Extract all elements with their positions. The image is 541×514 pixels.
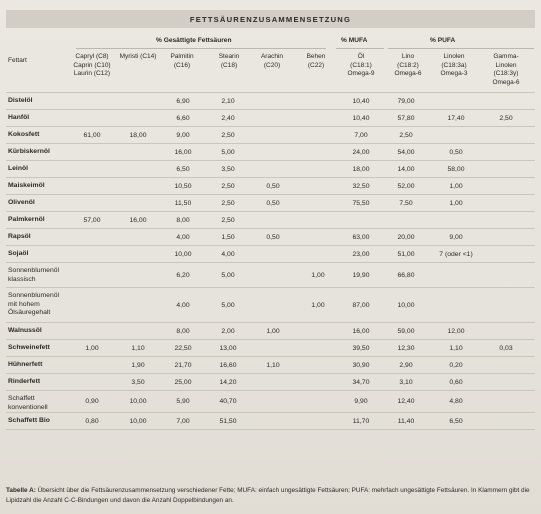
header-c16: Palmitin (C16) bbox=[170, 53, 194, 69]
cell-oel: 10,40 bbox=[352, 98, 370, 105]
cell-c16: 10,00 bbox=[174, 251, 192, 258]
cell-c20: 0,50 bbox=[266, 200, 280, 207]
cell-c18: 40,70 bbox=[219, 398, 237, 405]
cell-c16: 25,00 bbox=[174, 379, 192, 386]
cell-c18: 5,00 bbox=[221, 302, 235, 309]
cell-c16: 6,90 bbox=[176, 98, 190, 105]
row-label: Maiskeimöl bbox=[8, 182, 45, 189]
cell-lino: 10,00 bbox=[397, 302, 415, 309]
cell-lino: 79,00 bbox=[397, 98, 415, 105]
row-label: Schweinefett bbox=[8, 344, 50, 351]
cell-c14: 3,50 bbox=[131, 379, 145, 386]
cell-c20: 1,00 bbox=[266, 328, 280, 335]
cell-c18: 5,00 bbox=[221, 272, 235, 279]
row-label: Leinöl bbox=[8, 165, 29, 172]
header-linolen: Linolen (C18:3a) Omega-3 bbox=[440, 53, 468, 78]
cell-c16: 11,50 bbox=[174, 200, 192, 207]
cell-c16: 6,60 bbox=[176, 115, 190, 122]
cell-lino: 20,00 bbox=[397, 234, 415, 241]
header-c22: Behen (C22) bbox=[306, 53, 326, 69]
table-row bbox=[6, 126, 535, 144]
cell-c8-12: 1,00 bbox=[85, 345, 99, 352]
cell-lino: 3,10 bbox=[399, 379, 413, 386]
row-label: Palmkernöl bbox=[8, 216, 45, 223]
cell-linolen: 1,00 bbox=[449, 183, 463, 190]
table-row bbox=[6, 287, 535, 323]
table-row bbox=[6, 262, 535, 288]
cell-c20: 1,10 bbox=[266, 362, 280, 369]
cell-lino: 57,80 bbox=[397, 115, 415, 122]
cell-c18: 2,10 bbox=[221, 98, 235, 105]
column-header-row bbox=[6, 51, 535, 91]
cell-c16: 21,70 bbox=[174, 362, 192, 369]
row-label: Walnussöl bbox=[8, 327, 42, 334]
cell-c16: 6,20 bbox=[176, 272, 190, 279]
cell-lino: 51,00 bbox=[397, 251, 415, 258]
row-label: Rapsöl bbox=[8, 233, 31, 240]
table-row bbox=[6, 373, 535, 391]
cell-c16: 4,00 bbox=[176, 234, 190, 241]
cell-c18: 13,00 bbox=[219, 345, 237, 352]
header-c18: Stearin (C18) bbox=[218, 53, 240, 69]
cell-c18: 2,40 bbox=[221, 115, 235, 122]
table-title: FETTSÄURENZUSAMMENSETZUNG bbox=[6, 10, 535, 28]
table-row bbox=[6, 177, 535, 195]
row-label: Sonnenblumenöl mit hohem Ölsäuregehalt bbox=[8, 292, 60, 317]
cell-oel: 7,00 bbox=[354, 132, 368, 139]
table-row bbox=[6, 339, 535, 357]
cell-linolen: 17,40 bbox=[447, 115, 465, 122]
cell-c16: 22,50 bbox=[174, 345, 192, 352]
cell-c22: 1,00 bbox=[311, 302, 325, 309]
cell-linolen: 7 (oder <1) bbox=[439, 251, 473, 258]
table-bottom-rule bbox=[6, 429, 535, 430]
cell-c16: 4,00 bbox=[176, 302, 190, 309]
group-saturated: % Gesättigte Fettsäuren bbox=[156, 37, 232, 44]
cell-linolen: 1,00 bbox=[449, 200, 463, 207]
row-label: Rinderfett bbox=[8, 378, 41, 385]
cell-c16: 5,90 bbox=[176, 398, 190, 405]
cell-c14: 18,00 bbox=[129, 132, 147, 139]
column-group-row bbox=[6, 35, 535, 49]
table-row bbox=[6, 322, 535, 340]
cell-c18: 2,50 bbox=[221, 217, 235, 224]
table-row bbox=[6, 211, 535, 229]
cell-c14: 1,10 bbox=[131, 345, 145, 352]
row-label: Kokosfett bbox=[8, 131, 40, 138]
cell-c18: 51,50 bbox=[219, 418, 237, 425]
row-label: Sojaöl bbox=[8, 250, 29, 257]
cell-gamma: 0,03 bbox=[499, 345, 513, 352]
row-label: Schaffett konventionell bbox=[8, 395, 48, 411]
table-caption bbox=[6, 486, 535, 506]
table-row bbox=[6, 194, 535, 212]
cell-oel: 18,00 bbox=[352, 166, 370, 173]
cell-c14: 1,90 bbox=[131, 362, 145, 369]
row-label: Schaffett Bio bbox=[8, 417, 50, 424]
table-row bbox=[6, 228, 535, 246]
cell-linolen: 12,00 bbox=[447, 328, 465, 335]
caption-label: Tabelle A: bbox=[6, 487, 36, 494]
cell-oel: 23,00 bbox=[352, 251, 370, 258]
cell-c18: 14,20 bbox=[219, 379, 237, 386]
cell-oel: 87,00 bbox=[352, 302, 370, 309]
cell-lino: 59,00 bbox=[397, 328, 415, 335]
header-oel: Öl (C18:1) Omega-9 bbox=[347, 53, 375, 78]
cell-c16: 7,00 bbox=[176, 418, 190, 425]
cell-lino: 14,00 bbox=[397, 166, 415, 173]
table-row bbox=[6, 245, 535, 263]
cell-c18: 1,50 bbox=[221, 234, 235, 241]
cell-gamma: 2,50 bbox=[499, 115, 513, 122]
cell-c8-12: 0,80 bbox=[85, 418, 99, 425]
cell-c16: 16,00 bbox=[174, 149, 192, 156]
cell-oel: 32,50 bbox=[352, 183, 370, 190]
row-label: Hühnerfett bbox=[8, 361, 43, 368]
header-fettart: Fettart bbox=[8, 57, 27, 64]
cell-linolen: 0,60 bbox=[449, 379, 463, 386]
cell-c14: 10,00 bbox=[129, 398, 147, 405]
cell-c16: 8,00 bbox=[176, 217, 190, 224]
header-c8-c12: Capryl (C8) Caprin (C10) Laurin (C12) bbox=[73, 53, 111, 78]
cell-oel: 75,50 bbox=[352, 200, 370, 207]
table-row bbox=[6, 356, 535, 374]
caption-text: Übersicht über die Fettsäurenzusammensetzung verschiedener Fette; MUFA: einfach ungesättigte Fettsäuren; PUFA: mehrfach ungesättigte Fettsäuren. In Klammern gibt die Lipidzahl die Anzahl C-C-Bindungen und davon die Anzahl Doppelbindungen an. bbox=[6, 487, 530, 504]
table-row bbox=[6, 143, 535, 161]
cell-oel: 19,90 bbox=[352, 272, 370, 279]
cell-oel: 11,70 bbox=[352, 418, 370, 425]
cell-c18: 2,50 bbox=[221, 183, 235, 190]
cell-linolen: 4,80 bbox=[449, 398, 463, 405]
cell-oel: 9,90 bbox=[354, 398, 368, 405]
cell-lino: 7,50 bbox=[399, 200, 413, 207]
cell-linolen: 6,50 bbox=[449, 418, 463, 425]
table-row bbox=[6, 412, 535, 430]
header-c20: Arachin (C20) bbox=[260, 53, 284, 69]
table-row bbox=[6, 109, 535, 127]
cell-lino: 66,80 bbox=[397, 272, 415, 279]
cell-lino: 12,30 bbox=[397, 345, 415, 352]
cell-c18: 2,50 bbox=[221, 200, 235, 207]
row-label: Distelöl bbox=[8, 97, 33, 104]
cell-c8-12: 61,00 bbox=[83, 132, 101, 139]
cell-c14: 16,00 bbox=[129, 217, 147, 224]
cell-lino: 2,90 bbox=[399, 362, 413, 369]
cell-c22: 1,00 bbox=[311, 272, 325, 279]
cell-c18: 16,60 bbox=[219, 362, 237, 369]
group-mufa: % MUFA bbox=[341, 37, 368, 44]
cell-linolen: 9,00 bbox=[449, 234, 463, 241]
cell-c16: 9,00 bbox=[176, 132, 190, 139]
cell-lino: 11,40 bbox=[397, 418, 415, 425]
cell-c20: 0,50 bbox=[266, 234, 280, 241]
cell-c16: 8,00 bbox=[176, 328, 190, 335]
table-row bbox=[6, 92, 535, 110]
cell-c18: 3,50 bbox=[221, 166, 235, 173]
cell-c16: 10,50 bbox=[174, 183, 192, 190]
cell-c20: 0,50 bbox=[266, 183, 280, 190]
group-saturated-rule bbox=[76, 48, 326, 49]
group-mufa-rule bbox=[336, 48, 384, 49]
cell-c14: 10,00 bbox=[129, 418, 147, 425]
cell-c18: 2,50 bbox=[221, 132, 235, 139]
row-label: Olivenöl bbox=[8, 199, 35, 206]
cell-c18: 4,00 bbox=[221, 251, 235, 258]
header-gamma: Gamma- Linolen (C18:3y) Omega-6 bbox=[492, 53, 520, 86]
cell-linolen: 58,00 bbox=[447, 166, 465, 173]
table-row bbox=[6, 390, 535, 413]
header-lino: Lino (C18:2) Omega-6 bbox=[394, 53, 422, 78]
cell-linolen: 0,50 bbox=[449, 149, 463, 156]
cell-oel: 16,00 bbox=[352, 328, 370, 335]
row-label: Hanföl bbox=[8, 114, 30, 121]
cell-oel: 30,90 bbox=[352, 362, 370, 369]
cell-c18: 5,00 bbox=[221, 149, 235, 156]
cell-lino: 54,00 bbox=[397, 149, 415, 156]
group-pufa: % PUFA bbox=[430, 37, 456, 44]
cell-oel: 63,00 bbox=[352, 234, 370, 241]
table-row bbox=[6, 160, 535, 178]
row-label: Sonnenblumenöl klassisch bbox=[8, 267, 60, 283]
cell-linolen: 0,20 bbox=[449, 362, 463, 369]
header-c14: Myristi (C14) bbox=[119, 53, 157, 60]
cell-c8-12: 0,90 bbox=[85, 398, 99, 405]
cell-c8-12: 57,00 bbox=[83, 217, 101, 224]
row-label: Kürbiskernöl bbox=[8, 148, 50, 155]
group-pufa-rule bbox=[388, 48, 534, 49]
cell-oel: 34,70 bbox=[352, 379, 370, 386]
cell-lino: 2,50 bbox=[399, 132, 413, 139]
cell-lino: 12,40 bbox=[397, 398, 415, 405]
cell-lino: 52,00 bbox=[397, 183, 415, 190]
cell-linolen: 1,10 bbox=[449, 345, 463, 352]
cell-c18: 2,00 bbox=[221, 328, 235, 335]
cell-c16: 6,50 bbox=[176, 166, 190, 173]
cell-oel: 39,50 bbox=[352, 345, 370, 352]
cell-oel: 10,40 bbox=[352, 115, 370, 122]
cell-oel: 24,00 bbox=[352, 149, 370, 156]
